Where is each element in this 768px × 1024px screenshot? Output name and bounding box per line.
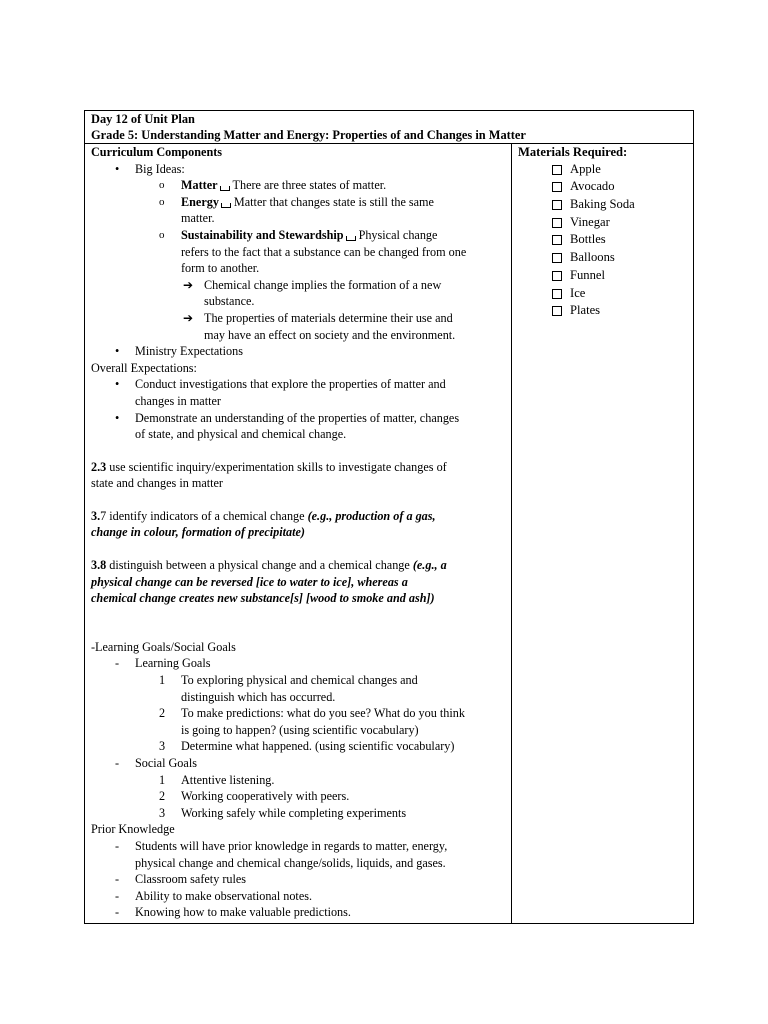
list-item-cont: may have an effect on society and the environment. (204, 327, 456, 342)
list-item: ➔ Chemical change implies the formation of a new (183, 277, 442, 292)
list-item-cont: is going to happen? (using scientific vocabulary) (181, 722, 419, 737)
checkbox-icon (552, 289, 562, 299)
placeholder-mark (221, 203, 231, 208)
placeholder-mark (346, 236, 356, 241)
list-item: 2 Working cooperatively with peers. (159, 789, 350, 804)
expectation-3-8-cont: chemical change creates new substance[s] [wood to smoke and ash]) (91, 591, 435, 606)
arrow-icon: ➔ (183, 310, 194, 325)
list-item-cont: changes in matter (135, 393, 221, 408)
table-header (85, 111, 693, 144)
overall-label: Overall Expectations: (91, 360, 197, 375)
list-item-cont: substance. (204, 294, 255, 309)
list-item: 3 Working safely while completing experiments (159, 805, 407, 820)
list-item: ➔ The properties of materials determine their use and (183, 310, 453, 325)
list-item: Funnel (518, 267, 687, 285)
list-item: - Students will have prior knowledge in regards to matter, energy, (115, 838, 448, 853)
checkbox-icon (552, 253, 562, 263)
goals-label: -Learning Goals/Social Goals (91, 639, 236, 654)
list-item: 1 Attentive listening. (159, 772, 275, 787)
list-item-cont: physical change and chemical change/solids, liquids, and gases. (135, 855, 446, 870)
list-item: Apple (518, 161, 687, 179)
expectation-3-8: 3.8 distinguish between a physical change and a chemical change (e.g., a (91, 558, 447, 573)
arrow-icon: ➔ (183, 277, 194, 292)
placeholder-mark (220, 186, 230, 191)
list-item: o Sustainability and Stewardship Physical change (159, 227, 438, 242)
prior-knowledge-label: Prior Knowledge (91, 822, 175, 837)
checkbox-icon (552, 218, 562, 228)
curriculum-title: Curriculum Components (91, 145, 223, 159)
list-item: Baking Soda (518, 196, 687, 214)
list-item-cont: distinguish which has occurred. (181, 689, 336, 704)
expectation-3-7: 3.7 identify indicators of a chemical change (e.g., production of a gas, (91, 508, 436, 523)
list-item-cont: refers to the fact that a substance can be changed from one (181, 244, 467, 259)
list-item: 3 Determine what happened. (using scientific vocabulary) (159, 739, 455, 754)
day-title: Day 12 of Unit Plan (91, 112, 195, 126)
list-item: - Ability to make observational notes. (115, 888, 313, 903)
checkbox-icon (552, 235, 562, 245)
expectation-2-3: 2.3 use scientific inquiry/experimentation skills to investigate changes of (91, 459, 447, 474)
list-item: • Ministry Expectations (115, 344, 243, 359)
list-item: o Matter There are three states of matter. (159, 178, 387, 193)
list-item-cont: matter. (181, 211, 215, 226)
list-item: • Big Ideas: (115, 161, 185, 176)
list-item: 1 To exploring physical and chemical changes and (159, 673, 418, 688)
checkbox-icon (552, 306, 562, 316)
materials-list (518, 161, 687, 320)
list-item: • Conduct investigations that explore the properties of matter and (115, 377, 446, 392)
materials-title: Materials Required: (518, 145, 628, 159)
list-item: Balloons (518, 249, 687, 267)
list-item-cont: form to another. (181, 261, 260, 276)
checkbox-icon (552, 165, 562, 175)
checkbox-icon (552, 200, 562, 210)
materials-column (512, 144, 693, 923)
expectation-3-8-cont: physical change can be reversed [ice to water to ice], whereas a (91, 574, 408, 589)
curriculum-column (85, 144, 512, 923)
list-item: - Knowing how to make valuable predictions. (115, 905, 351, 920)
list-item: Avocado (518, 178, 687, 196)
list-item: - Social Goals (115, 756, 197, 770)
expectation-2-3-cont: state and changes in matter (91, 476, 223, 491)
checkbox-icon (552, 271, 562, 281)
list-item-cont: of state, and physical and chemical change. (135, 427, 347, 442)
list-item: Bottles (518, 231, 687, 249)
list-item: o Energy Matter that changes state is still the same (159, 194, 434, 209)
list-item: 2 To make predictions: what do you see? What do you think (159, 706, 465, 721)
list-item: Ice (518, 285, 687, 303)
list-item: Vinegar (518, 214, 687, 232)
grade-title: Grade 5: Understanding Matter and Energy: Properties of and Changes in Matter (91, 128, 526, 142)
list-item: - Learning Goals (115, 656, 211, 671)
list-item: Plates (518, 302, 687, 320)
checkbox-icon (552, 182, 562, 192)
unit-plan-table (84, 110, 694, 924)
list-item: • Demonstrate an understanding of the properties of matter, changes (115, 410, 460, 425)
expectation-3-7-cont: change in colour, formation of precipitate) (91, 525, 305, 540)
list-item: - Classroom safety rules (115, 872, 247, 887)
